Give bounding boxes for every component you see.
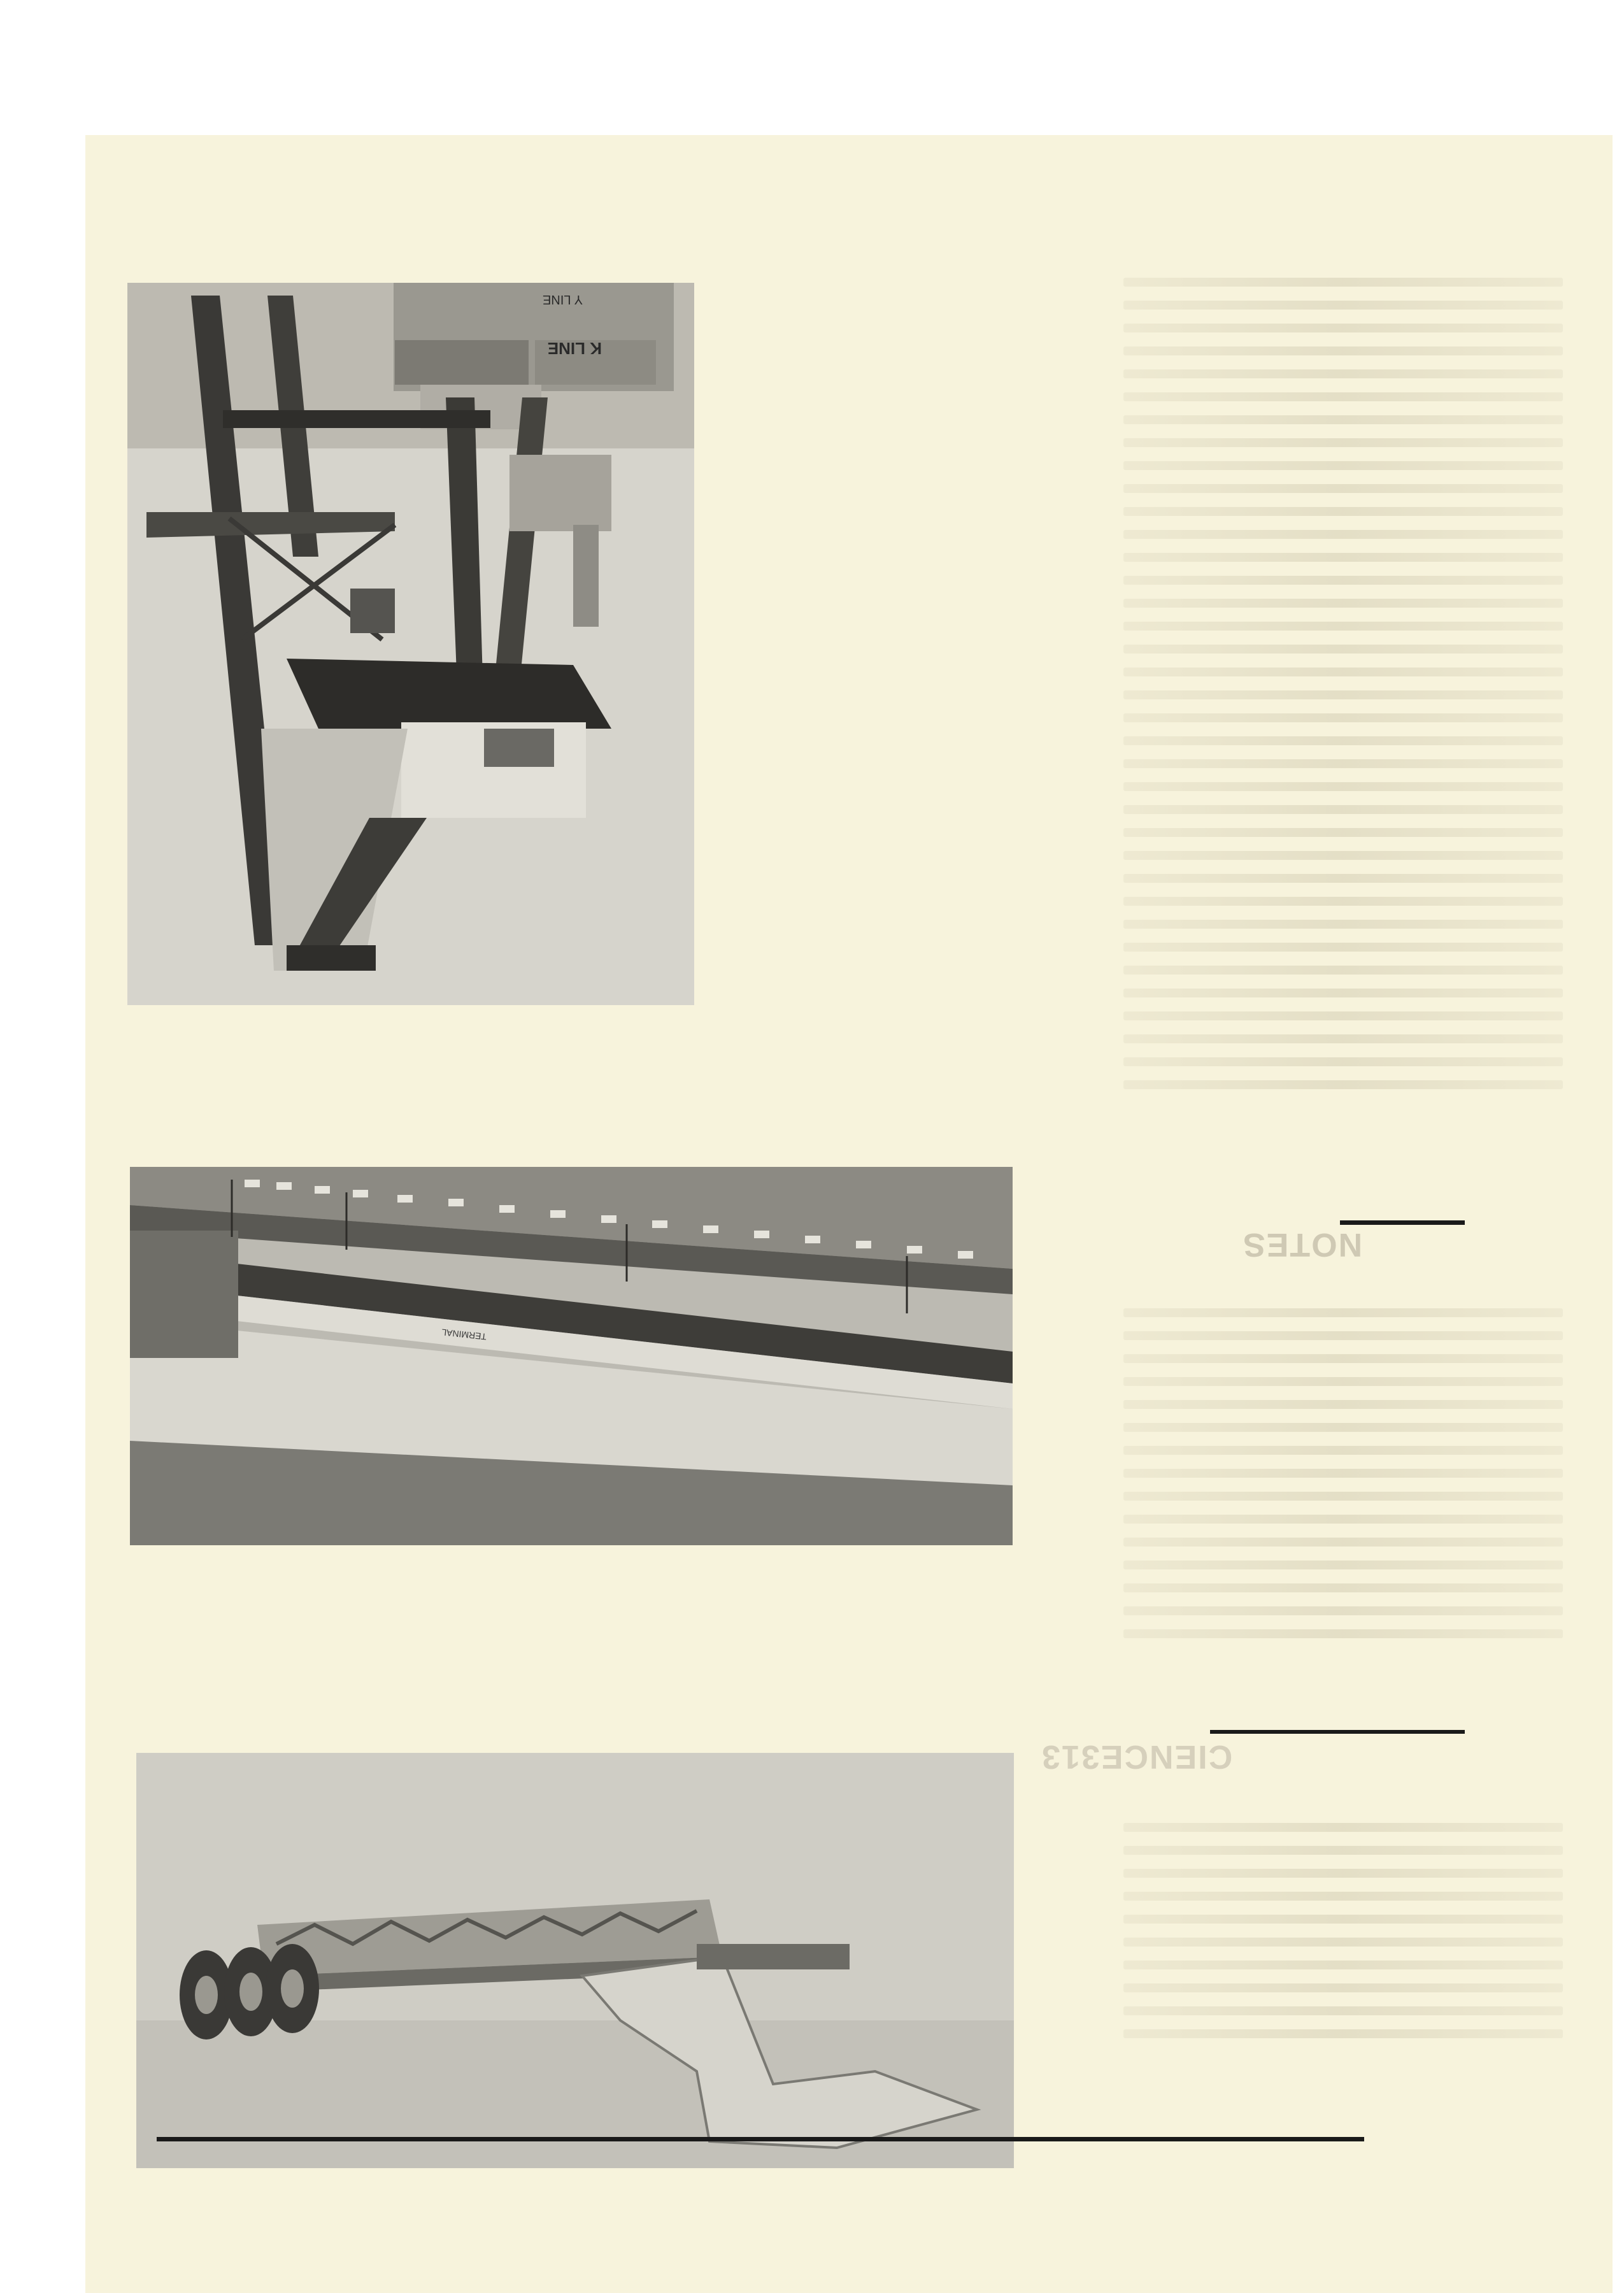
notes-heading: NOTES — [1242, 1226, 1363, 1263]
faint-text-line — [1123, 1080, 1563, 1089]
faint-text-line — [1123, 301, 1563, 310]
faint-text-line — [1123, 1606, 1563, 1615]
faint-text-line — [1123, 1961, 1563, 1969]
faint-text-line — [1123, 484, 1563, 493]
faint-text-line — [1123, 576, 1563, 585]
faint-text-line — [1123, 1057, 1563, 1066]
scanned-page — [85, 135, 1613, 2293]
faint-text-line — [1123, 1892, 1563, 1901]
faint-text-line — [1123, 966, 1563, 975]
science-heading-rule — [1210, 1730, 1465, 1734]
faint-text-line — [1123, 874, 1563, 883]
faint-text-line — [1123, 1354, 1563, 1363]
faint-text-line — [1123, 1629, 1563, 1638]
faint-text-line — [1123, 759, 1563, 768]
faint-text-line — [1123, 1423, 1563, 1432]
faint-text-line — [1123, 1983, 1563, 1992]
faint-text-line — [1123, 1377, 1563, 1386]
photo-gantry-crane — [127, 283, 694, 1005]
faint-text-line — [1123, 1561, 1563, 1569]
faint-text-line — [1123, 1846, 1563, 1855]
faint-text-line — [1123, 943, 1563, 952]
faint-text-column-upper — [1123, 278, 1563, 1103]
faint-text-line — [1123, 920, 1563, 929]
faint-text-line — [1123, 1515, 1563, 1524]
notes-heading-rule — [1340, 1220, 1465, 1225]
faint-text-line — [1123, 1938, 1563, 1947]
faint-text-line — [1123, 530, 1563, 539]
faint-text-line — [1123, 1308, 1563, 1317]
faint-text-line — [1123, 1400, 1563, 1409]
faint-text-line — [1123, 278, 1563, 287]
faint-text-line — [1123, 897, 1563, 906]
faint-text-line — [1123, 1915, 1563, 1924]
building-sign: TERMINAL — [441, 1327, 487, 1342]
faint-text-line — [1123, 622, 1563, 631]
faint-text-line — [1123, 1583, 1563, 1592]
faint-text-line — [1123, 2006, 1563, 2015]
faint-text-line — [1123, 507, 1563, 516]
faint-text-line — [1123, 782, 1563, 791]
faint-text-line — [1123, 690, 1563, 699]
faint-text-line — [1123, 1869, 1563, 1878]
faint-text-line — [1123, 1446, 1563, 1455]
faint-text-line — [1123, 346, 1563, 355]
faint-text-line — [1123, 828, 1563, 837]
faint-text-line — [1123, 461, 1563, 470]
bottom-rule — [157, 2137, 1364, 2141]
faint-text-line — [1123, 713, 1563, 722]
faint-text-line — [1123, 1823, 1563, 1832]
faint-text-line — [1123, 1011, 1563, 1020]
faint-text-line — [1123, 324, 1563, 332]
faint-text-line — [1123, 736, 1563, 745]
faint-text-line — [1123, 645, 1563, 654]
faint-text-line — [1123, 415, 1563, 424]
faint-text-line — [1123, 599, 1563, 608]
faint-text-line — [1123, 438, 1563, 447]
faint-text-line — [1123, 1492, 1563, 1501]
faint-text-line — [1123, 668, 1563, 676]
container-label-top: Y LINE — [543, 292, 583, 306]
faint-text-line — [1123, 989, 1563, 997]
faint-text-line — [1123, 369, 1563, 378]
faint-text-line — [1123, 1469, 1563, 1478]
photo-terminal-aerial — [130, 1167, 1013, 1545]
faint-text-column-lower — [1123, 1823, 1563, 2052]
container-label-main: K LINE — [547, 339, 602, 358]
faint-text-line — [1123, 805, 1563, 814]
faint-text-column-middle — [1123, 1308, 1563, 1652]
science-heading: CIENCE313 — [1041, 1738, 1233, 1775]
faint-text-line — [1123, 1538, 1563, 1547]
faint-text-line — [1123, 1331, 1563, 1340]
faint-text-line — [1123, 553, 1563, 562]
faint-text-line — [1123, 851, 1563, 860]
faint-text-line — [1123, 392, 1563, 401]
faint-text-line — [1123, 1034, 1563, 1043]
faint-text-line — [1123, 2029, 1563, 2038]
photo-trailer — [136, 1753, 1014, 2168]
